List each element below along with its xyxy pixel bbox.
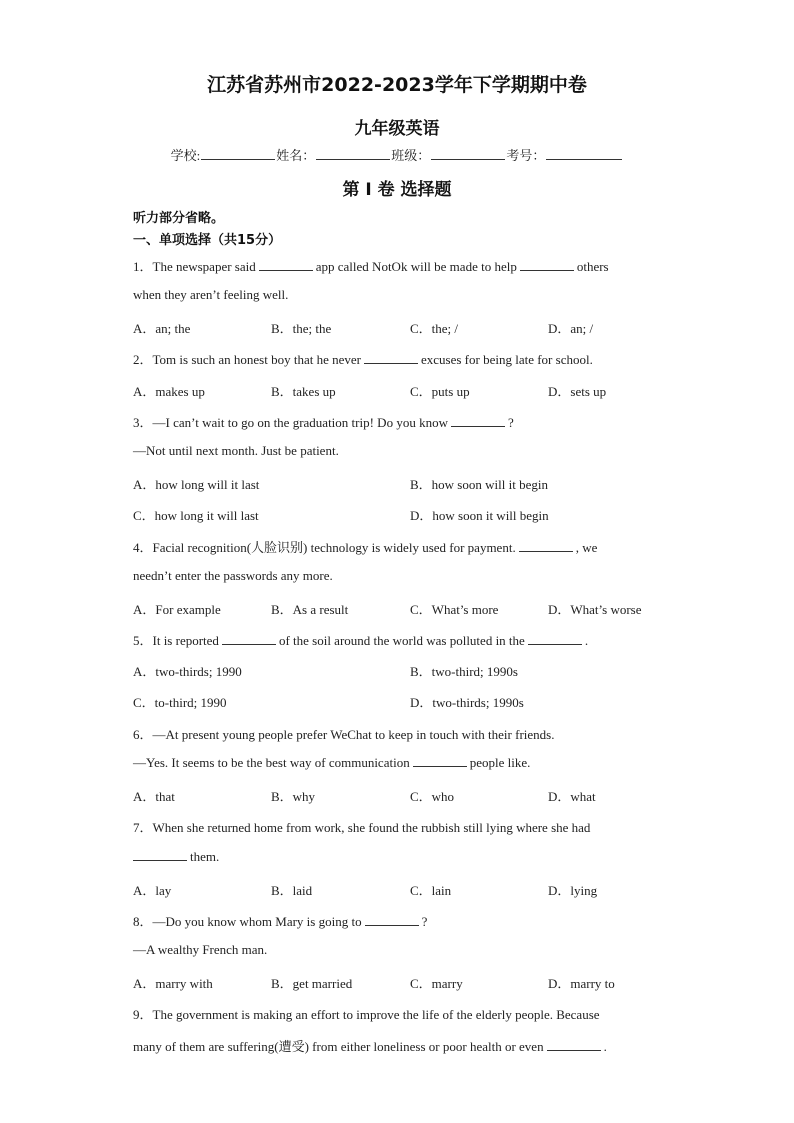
listening-note: 听力部分省略。 xyxy=(133,211,225,226)
q3-option-a[interactable]: A．how long will it last xyxy=(133,477,260,492)
q8-line1 xyxy=(133,911,427,930)
class-blank[interactable] xyxy=(431,147,505,160)
q7-option-c[interactable]: C．lain xyxy=(410,883,452,898)
q5-option-b[interactable]: B．two-third; 1990s xyxy=(410,664,518,679)
q8-option-a[interactable]: A．marry with xyxy=(133,976,213,991)
q4-line1 xyxy=(133,537,597,556)
q3-line1 xyxy=(133,412,514,431)
q4-text-a: 4．Facial recognition(人脸识别) technology is widely used for payment. xyxy=(133,540,516,555)
q4-line2: needn’t enter the passwords any more. xyxy=(133,568,333,583)
q3-line2: —Not until next month. Just be patient. xyxy=(133,443,339,458)
q5-text-a: 5．It is reported xyxy=(133,633,219,648)
q8-text-a: 8．—Do you know whom Mary is going to xyxy=(133,914,362,929)
q7-text-b: them. xyxy=(190,849,220,864)
q2-option-c[interactable]: C．puts up xyxy=(410,384,470,399)
q3-blank xyxy=(451,415,505,427)
exam-subtitle: 九年级英语 xyxy=(354,119,440,139)
q9-line1: 9．The government is making an effort to improve the life of the elderly people. Because xyxy=(133,1007,600,1022)
q2-line1 xyxy=(133,349,593,368)
q8-text-b: ? xyxy=(421,914,428,929)
q4-option-b[interactable]: B．As a result xyxy=(271,602,349,617)
section-heading: 一、单项选择（共15分） xyxy=(133,233,282,248)
q2-option-b[interactable]: B．takes up xyxy=(271,384,336,399)
q5-option-c[interactable]: C．to-third; 1990 xyxy=(133,695,227,710)
q7-line2 xyxy=(133,849,219,865)
q3-text-b: ? xyxy=(507,415,514,430)
q5-text-b: of the soil around the world was polluted in the xyxy=(278,633,525,648)
q6-option-a[interactable]: A．that xyxy=(133,789,175,804)
q9-text-a: many of them are suffering(遭受) from either loneliness or poor health or even xyxy=(133,1039,544,1054)
q9-line2 xyxy=(133,1036,607,1055)
q4-blank xyxy=(519,540,573,552)
q5-line1 xyxy=(133,630,588,649)
q8-option-d[interactable]: D．marry to xyxy=(548,976,615,991)
q6-line2 xyxy=(133,755,530,771)
q6-option-d[interactable]: D．what xyxy=(548,789,596,804)
q5-option-a[interactable]: A．two-thirds; 1990 xyxy=(133,664,242,679)
q7-option-a[interactable]: A．lay xyxy=(133,883,172,898)
q1-option-a[interactable]: A．an; the xyxy=(133,321,191,336)
q1-line1 xyxy=(133,256,609,275)
q2-text-a: 2．Tom is such an honest boy that he never xyxy=(133,352,361,367)
q2-blank xyxy=(364,352,418,364)
name-blank[interactable] xyxy=(316,147,390,160)
q3-option-b[interactable]: B．how soon will it begin xyxy=(410,477,548,492)
q8-line2: —A wealthy French man. xyxy=(133,942,268,957)
q1-text-a: 1．The newspaper said xyxy=(133,259,256,274)
exam-no-blank[interactable] xyxy=(546,147,622,160)
q1-option-d[interactable]: D．an; / xyxy=(548,321,594,336)
q4-option-c[interactable]: C．What’s more xyxy=(410,602,499,617)
q6-option-b[interactable]: B．why xyxy=(271,789,316,804)
q1-text-b: app called NotOk will be made to help xyxy=(315,259,517,274)
school-label: 学校: xyxy=(170,148,201,163)
q1-option-c[interactable]: C．the; / xyxy=(410,321,459,336)
q6-blank xyxy=(413,755,467,767)
school-blank[interactable] xyxy=(201,147,275,160)
q7-option-b[interactable]: B．laid xyxy=(271,883,313,898)
q5-option-d[interactable]: D．two-thirds; 1990s xyxy=(410,695,524,710)
q6-text-b: people like. xyxy=(469,755,531,770)
q4-text-b: , we xyxy=(575,540,598,555)
exam-no-label: 考号： xyxy=(506,148,546,163)
q5-blank-2 xyxy=(528,633,582,645)
class-label: 班级： xyxy=(391,148,431,163)
q1-blank-2 xyxy=(520,259,574,271)
q3-option-d[interactable]: D．how soon it will begin xyxy=(410,508,549,523)
q3-text-a: 3．—I can’t wait to go on the graduation trip! Do you know xyxy=(133,415,448,430)
q9-text-b: . xyxy=(603,1039,607,1054)
exam-title: 江苏省苏州市2022-2023学年下学期期中卷 xyxy=(207,74,587,96)
q1-option-b[interactable]: B．the; the xyxy=(271,321,332,336)
q6-line1: 6．—At present young people prefer WeChat to keep in touch with their friends. xyxy=(133,727,555,742)
q1-line2: when they aren’t feeling well. xyxy=(133,287,289,302)
q1-text-c: others xyxy=(576,259,609,274)
q6-option-c[interactable]: C．who xyxy=(410,789,455,804)
q6-text-a: —Yes. It seems to be the best way of communication xyxy=(133,755,410,770)
part-title: 第 I 卷 选择题 xyxy=(342,180,452,200)
q8-option-c[interactable]: C．marry xyxy=(410,976,463,991)
q5-blank-1 xyxy=(222,633,276,645)
q8-option-b[interactable]: B．get married xyxy=(271,976,353,991)
q4-option-d[interactable]: D．What’s worse xyxy=(548,602,642,617)
q2-text-b: excuses for being late for school. xyxy=(421,352,593,367)
q7-blank xyxy=(133,849,187,861)
q7-line1: 7．When she returned home from work, she found the rubbish still lying where she had xyxy=(133,820,591,835)
q8-blank xyxy=(365,914,419,926)
student-info-row xyxy=(0,145,794,164)
q3-option-c[interactable]: C．how long it will last xyxy=(133,508,259,523)
q9-blank xyxy=(547,1039,601,1051)
q7-option-d[interactable]: D．lying xyxy=(548,883,598,898)
q4-option-a[interactable]: A．For example xyxy=(133,602,221,617)
q5-text-c: . xyxy=(584,633,589,648)
name-label: 姓名： xyxy=(276,148,316,163)
q2-option-a[interactable]: A．makes up xyxy=(133,384,205,399)
q2-option-d[interactable]: D．sets up xyxy=(548,384,607,399)
q1-blank-1 xyxy=(259,259,313,271)
